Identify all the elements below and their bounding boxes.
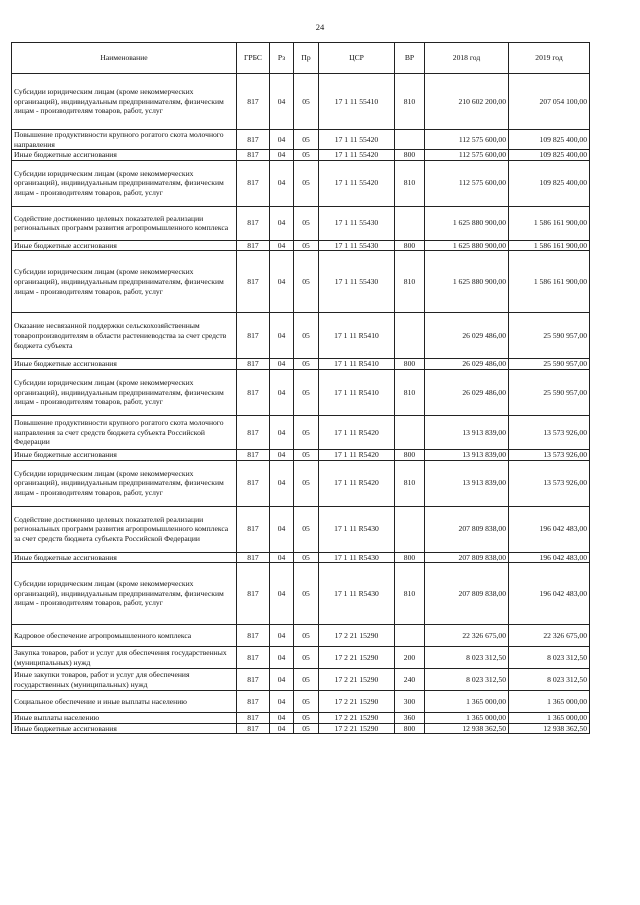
row-grbs: 817 xyxy=(237,563,270,625)
row-csr: 17 1 11 R5420 xyxy=(319,449,395,460)
row-csr: 17 2 21 15290 xyxy=(319,691,395,713)
row-2018: 22 326 675,00 xyxy=(425,625,509,647)
row-csr: 17 1 11 R5410 xyxy=(319,369,395,415)
row-pr: 05 xyxy=(294,240,319,251)
row-pr: 05 xyxy=(294,415,319,449)
row-name: Социальное обеспечение и иные выплаты населению xyxy=(12,691,237,713)
row-2018: 207 809 838,00 xyxy=(425,506,509,552)
row-rz: 04 xyxy=(270,240,294,251)
header-vr: ВР xyxy=(395,43,425,74)
row-2018: 26 029 486,00 xyxy=(425,313,509,359)
table-row xyxy=(12,313,590,359)
row-rz: 04 xyxy=(270,647,294,669)
table-row xyxy=(12,150,590,161)
row-2019: 196 042 483,00 xyxy=(509,552,590,563)
row-2018: 1 625 880 900,00 xyxy=(425,251,509,313)
row-2019: 12 938 362,50 xyxy=(509,723,590,734)
row-grbs: 817 xyxy=(237,625,270,647)
row-csr: 17 1 11 R5410 xyxy=(319,313,395,359)
row-rz: 04 xyxy=(270,160,294,206)
row-grbs: 817 xyxy=(237,359,270,370)
row-name: Субсидии юридическим лицам (кроме некоммерческих организаций), индивидуальным предпринимателям, физическим лицам - производителям товаров, работ, услуг xyxy=(12,563,237,625)
row-pr: 05 xyxy=(294,625,319,647)
row-2019: 25 590 957,00 xyxy=(509,369,590,415)
row-2019: 1 586 161 900,00 xyxy=(509,251,590,313)
table-row xyxy=(12,460,590,506)
row-grbs: 817 xyxy=(237,669,270,691)
row-rz: 04 xyxy=(270,713,294,724)
row-2019: 13 573 926,00 xyxy=(509,460,590,506)
row-pr: 05 xyxy=(294,552,319,563)
row-grbs: 817 xyxy=(237,449,270,460)
row-grbs: 817 xyxy=(237,691,270,713)
table-row xyxy=(12,415,590,449)
row-pr: 05 xyxy=(294,723,319,734)
row-2019: 25 590 957,00 xyxy=(509,359,590,370)
row-name: Иные бюджетные ассигнования xyxy=(12,150,237,161)
row-name: Субсидии юридическим лицам (кроме некоммерческих организаций), индивидуальным предпринимателям, физическим лицам - производителям товаров, работ, услуг xyxy=(12,74,237,130)
header-name: Наименование xyxy=(12,43,237,74)
row-vr xyxy=(395,625,425,647)
row-vr: 810 xyxy=(395,563,425,625)
row-grbs: 817 xyxy=(237,160,270,206)
row-grbs: 817 xyxy=(237,130,270,150)
row-csr: 17 1 11 R5430 xyxy=(319,552,395,563)
table-row xyxy=(12,206,590,240)
row-csr: 17 2 21 15290 xyxy=(319,625,395,647)
row-2019: 196 042 483,00 xyxy=(509,506,590,552)
table-row xyxy=(12,625,590,647)
row-2018: 8 023 312,50 xyxy=(425,669,509,691)
row-2018: 26 029 486,00 xyxy=(425,359,509,370)
row-rz: 04 xyxy=(270,506,294,552)
row-csr: 17 1 11 55420 xyxy=(319,150,395,161)
row-name: Субсидии юридическим лицам (кроме некоммерческих организаций), индивидуальным предпринимателям, физическим лицам - производителям товаров, работ, услуг xyxy=(12,460,237,506)
row-2018: 8 023 312,50 xyxy=(425,647,509,669)
row-vr xyxy=(395,313,425,359)
row-2019: 109 825 400,00 xyxy=(509,130,590,150)
table-row xyxy=(12,563,590,625)
row-vr: 800 xyxy=(395,359,425,370)
row-vr xyxy=(395,206,425,240)
row-pr: 05 xyxy=(294,150,319,161)
row-grbs: 817 xyxy=(237,206,270,240)
row-2018: 207 809 838,00 xyxy=(425,552,509,563)
row-rz: 04 xyxy=(270,313,294,359)
row-grbs: 817 xyxy=(237,369,270,415)
row-2019: 8 023 312,50 xyxy=(509,669,590,691)
page-number: 24 xyxy=(315,22,325,32)
row-vr: 240 xyxy=(395,669,425,691)
row-name: Содействие достижению целевых показателей реализации региональных программ развития агропромышленного комплекса за счет средств бюджета субъекта Российской Федерации xyxy=(12,506,237,552)
row-name: Субсидии юридическим лицам (кроме некоммерческих организаций), индивидуальным предпринимателям, физическим лицам - производителям товаров, работ, услуг xyxy=(12,251,237,313)
row-rz: 04 xyxy=(270,552,294,563)
row-grbs: 817 xyxy=(237,74,270,130)
row-csr: 17 1 11 R5420 xyxy=(319,415,395,449)
row-name: Иные бюджетные ассигнования xyxy=(12,240,237,251)
row-2018: 12 938 362,50 xyxy=(425,723,509,734)
row-pr: 05 xyxy=(294,563,319,625)
row-rz: 04 xyxy=(270,723,294,734)
header-csr: ЦСР xyxy=(319,43,395,74)
row-2018: 1 625 880 900,00 xyxy=(425,206,509,240)
row-rz: 04 xyxy=(270,206,294,240)
row-2018: 13 913 839,00 xyxy=(425,460,509,506)
row-csr: 17 1 11 55420 xyxy=(319,130,395,150)
row-pr: 05 xyxy=(294,74,319,130)
row-2019: 1 586 161 900,00 xyxy=(509,206,590,240)
table-row xyxy=(12,713,590,724)
row-name: Повышение продуктивности крупного рогатого скота молочного направления xyxy=(12,130,237,150)
row-name: Субсидии юридическим лицам (кроме некоммерческих организаций), индивидуальным предпринимателям, физическим лицам - производителям товаров, работ, услуг xyxy=(12,369,237,415)
row-grbs: 817 xyxy=(237,552,270,563)
row-rz: 04 xyxy=(270,74,294,130)
row-csr: 17 2 21 15290 xyxy=(319,669,395,691)
row-rz: 04 xyxy=(270,625,294,647)
table-row xyxy=(12,506,590,552)
row-name: Субсидии юридическим лицам (кроме некоммерческих организаций), индивидуальным предпринимателям, физическим лицам - производителям товаров, работ, услуг xyxy=(12,160,237,206)
row-2019: 1 586 161 900,00 xyxy=(509,240,590,251)
row-grbs: 817 xyxy=(237,150,270,161)
row-grbs: 817 xyxy=(237,723,270,734)
row-2018: 1 365 000,00 xyxy=(425,691,509,713)
row-rz: 04 xyxy=(270,130,294,150)
row-2018: 112 575 600,00 xyxy=(425,130,509,150)
row-name: Кадровое обеспечение агропромышленного комплекса xyxy=(12,625,237,647)
row-vr: 200 xyxy=(395,647,425,669)
row-csr: 17 1 11 R5410 xyxy=(319,359,395,370)
row-name: Оказание несвязанной поддержки сельскохозяйственным товаропроизводителям в области растениеводства за счет средств бюджета субъекта xyxy=(12,313,237,359)
table-row xyxy=(12,74,590,130)
row-csr: 17 1 11 55410 xyxy=(319,74,395,130)
row-vr: 810 xyxy=(395,74,425,130)
row-name: Повышение продуктивности крупного рогатого скота молочного направления за счет средств бюджета субъекта Российской Федерации xyxy=(12,415,237,449)
row-pr: 05 xyxy=(294,369,319,415)
row-2018: 112 575 600,00 xyxy=(425,150,509,161)
table-header-row xyxy=(12,43,590,74)
row-grbs: 817 xyxy=(237,415,270,449)
row-pr: 05 xyxy=(294,449,319,460)
row-grbs: 817 xyxy=(237,460,270,506)
row-vr xyxy=(395,130,425,150)
table-row xyxy=(12,160,590,206)
row-pr: 05 xyxy=(294,506,319,552)
row-vr: 800 xyxy=(395,150,425,161)
row-rz: 04 xyxy=(270,150,294,161)
row-grbs: 817 xyxy=(237,240,270,251)
row-pr: 05 xyxy=(294,647,319,669)
header-2019: 2019 год xyxy=(509,43,590,74)
table-row xyxy=(12,669,590,691)
row-2019: 109 825 400,00 xyxy=(509,160,590,206)
row-2019: 8 023 312,50 xyxy=(509,647,590,669)
row-2018: 1 365 000,00 xyxy=(425,713,509,724)
row-2019: 25 590 957,00 xyxy=(509,313,590,359)
row-csr: 17 1 11 R5430 xyxy=(319,563,395,625)
row-vr: 810 xyxy=(395,369,425,415)
row-rz: 04 xyxy=(270,460,294,506)
row-vr: 810 xyxy=(395,251,425,313)
row-grbs: 817 xyxy=(237,713,270,724)
row-pr: 05 xyxy=(294,460,319,506)
row-rz: 04 xyxy=(270,415,294,449)
row-pr: 05 xyxy=(294,251,319,313)
table-row xyxy=(12,130,590,150)
table-row xyxy=(12,369,590,415)
row-csr: 17 2 21 15290 xyxy=(319,647,395,669)
row-pr: 05 xyxy=(294,713,319,724)
row-2018: 207 809 838,00 xyxy=(425,563,509,625)
row-2018: 210 602 200,00 xyxy=(425,74,509,130)
table-row xyxy=(12,359,590,370)
header-pr: Пр xyxy=(294,43,319,74)
row-2019: 1 365 000,00 xyxy=(509,713,590,724)
row-vr: 810 xyxy=(395,160,425,206)
table-row xyxy=(12,251,590,313)
row-pr: 05 xyxy=(294,359,319,370)
header-grbs: ГРБС xyxy=(237,43,270,74)
row-csr: 17 1 11 55430 xyxy=(319,251,395,313)
row-grbs: 817 xyxy=(237,313,270,359)
row-2018: 26 029 486,00 xyxy=(425,369,509,415)
budget-table xyxy=(11,42,590,734)
row-2019: 13 573 926,00 xyxy=(509,415,590,449)
row-rz: 04 xyxy=(270,563,294,625)
row-grbs: 817 xyxy=(237,506,270,552)
row-name: Иные бюджетные ассигнования xyxy=(12,449,237,460)
row-csr: 17 1 11 55430 xyxy=(319,206,395,240)
row-name: Закупка товаров, работ и услуг для обеспечения государственных (муниципальных) нужд xyxy=(12,647,237,669)
table-row xyxy=(12,449,590,460)
row-2019: 207 054 100,00 xyxy=(509,74,590,130)
row-name: Иные бюджетные ассигнования xyxy=(12,723,237,734)
row-vr: 800 xyxy=(395,449,425,460)
row-vr: 360 xyxy=(395,713,425,724)
row-vr: 800 xyxy=(395,723,425,734)
header-2018: 2018 год xyxy=(425,43,509,74)
row-rz: 04 xyxy=(270,369,294,415)
row-2019: 196 042 483,00 xyxy=(509,563,590,625)
row-pr: 05 xyxy=(294,206,319,240)
row-name: Иные бюджетные ассигнования xyxy=(12,359,237,370)
row-name: Иные выплаты населению xyxy=(12,713,237,724)
row-2019: 13 573 926,00 xyxy=(509,449,590,460)
row-rz: 04 xyxy=(270,359,294,370)
row-pr: 05 xyxy=(294,669,319,691)
row-rz: 04 xyxy=(270,449,294,460)
row-pr: 05 xyxy=(294,313,319,359)
row-csr: 17 1 11 R5430 xyxy=(319,506,395,552)
row-name: Иные бюджетные ассигнования xyxy=(12,552,237,563)
row-vr xyxy=(395,506,425,552)
row-vr: 800 xyxy=(395,552,425,563)
row-vr: 810 xyxy=(395,460,425,506)
row-csr: 17 2 21 15290 xyxy=(319,713,395,724)
row-pr: 05 xyxy=(294,160,319,206)
row-rz: 04 xyxy=(270,251,294,313)
row-2018: 112 575 600,00 xyxy=(425,160,509,206)
row-2019: 109 825 400,00 xyxy=(509,150,590,161)
row-name: Содействие достижению целевых показателей реализации региональных программ развития агропромышленного комплекса xyxy=(12,206,237,240)
row-pr: 05 xyxy=(294,130,319,150)
table-row xyxy=(12,647,590,669)
row-vr: 300 xyxy=(395,691,425,713)
row-pr: 05 xyxy=(294,691,319,713)
row-2018: 13 913 839,00 xyxy=(425,415,509,449)
table-row xyxy=(12,552,590,563)
table-body xyxy=(12,74,590,734)
row-vr: 800 xyxy=(395,240,425,251)
row-vr xyxy=(395,415,425,449)
row-csr: 17 1 11 55430 xyxy=(319,240,395,251)
table-row xyxy=(12,240,590,251)
table-row xyxy=(12,691,590,713)
row-2019: 1 365 000,00 xyxy=(509,691,590,713)
header-rz: Рз xyxy=(270,43,294,74)
row-grbs: 817 xyxy=(237,251,270,313)
row-csr: 17 2 21 15290 xyxy=(319,723,395,734)
row-name: Иные закупки товаров, работ и услуг для обеспечения государственных (муниципальных) нужд xyxy=(12,669,237,691)
table-row xyxy=(12,723,590,734)
row-rz: 04 xyxy=(270,691,294,713)
row-csr: 17 1 11 R5420 xyxy=(319,460,395,506)
row-2018: 13 913 839,00 xyxy=(425,449,509,460)
row-csr: 17 1 11 55420 xyxy=(319,160,395,206)
row-rz: 04 xyxy=(270,669,294,691)
row-2019: 22 326 675,00 xyxy=(509,625,590,647)
row-grbs: 817 xyxy=(237,647,270,669)
row-2018: 1 625 880 900,00 xyxy=(425,240,509,251)
